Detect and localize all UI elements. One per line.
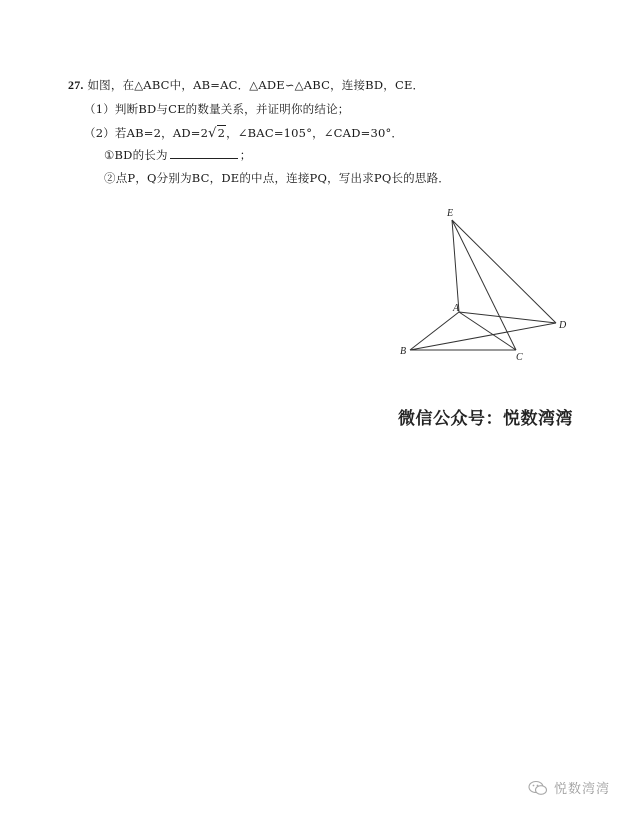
watermark-text: 悦数湾湾 (554, 782, 611, 797)
label-D: D (559, 320, 567, 331)
label-C: C (516, 352, 523, 363)
wechat-icon (528, 780, 548, 796)
problem-stem-text: 如图，在△ABC中，AB=AC．△ADE∽△ABC，连接BD，CE． (87, 78, 425, 92)
sqrt-argument: 2 (217, 126, 226, 140)
question-part-2 (84, 125, 403, 141)
sub-question-1 (104, 147, 251, 163)
watermark (528, 778, 610, 797)
segment-EC (452, 220, 516, 350)
segment-EA (452, 220, 459, 312)
label-B: B (400, 346, 407, 357)
part-2-suffix: ，∠BAC=105°，∠CAD=30°． (226, 126, 404, 140)
problem-stem (68, 77, 424, 93)
segment-BD (410, 323, 556, 350)
segment-ED (452, 220, 556, 323)
sub-question-2: ②点P，Q分别为BC，DE的中点，连接PQ，写出求PQ长的思路． (104, 171, 450, 185)
geometry-figure (390, 200, 580, 370)
label-E: E (447, 208, 454, 219)
question-part-1: （1）判断BD与CE的数量关系，并证明你的结论； (84, 102, 350, 116)
label-A: A (453, 303, 460, 314)
sub-1-suffix: ； (239, 148, 252, 162)
problem-number: 27. (68, 78, 84, 92)
part-2-prefix: （2）若AB=2，AD=2 (84, 126, 209, 140)
segment-AB (410, 312, 459, 350)
answer-blank[interactable] (170, 148, 238, 159)
sub-1-prefix: ①BD的长为 (104, 148, 168, 162)
wechat-account-label: 微信公众号：悦数湾湾 (398, 409, 573, 429)
sqrt-symbol: √ (208, 126, 217, 141)
